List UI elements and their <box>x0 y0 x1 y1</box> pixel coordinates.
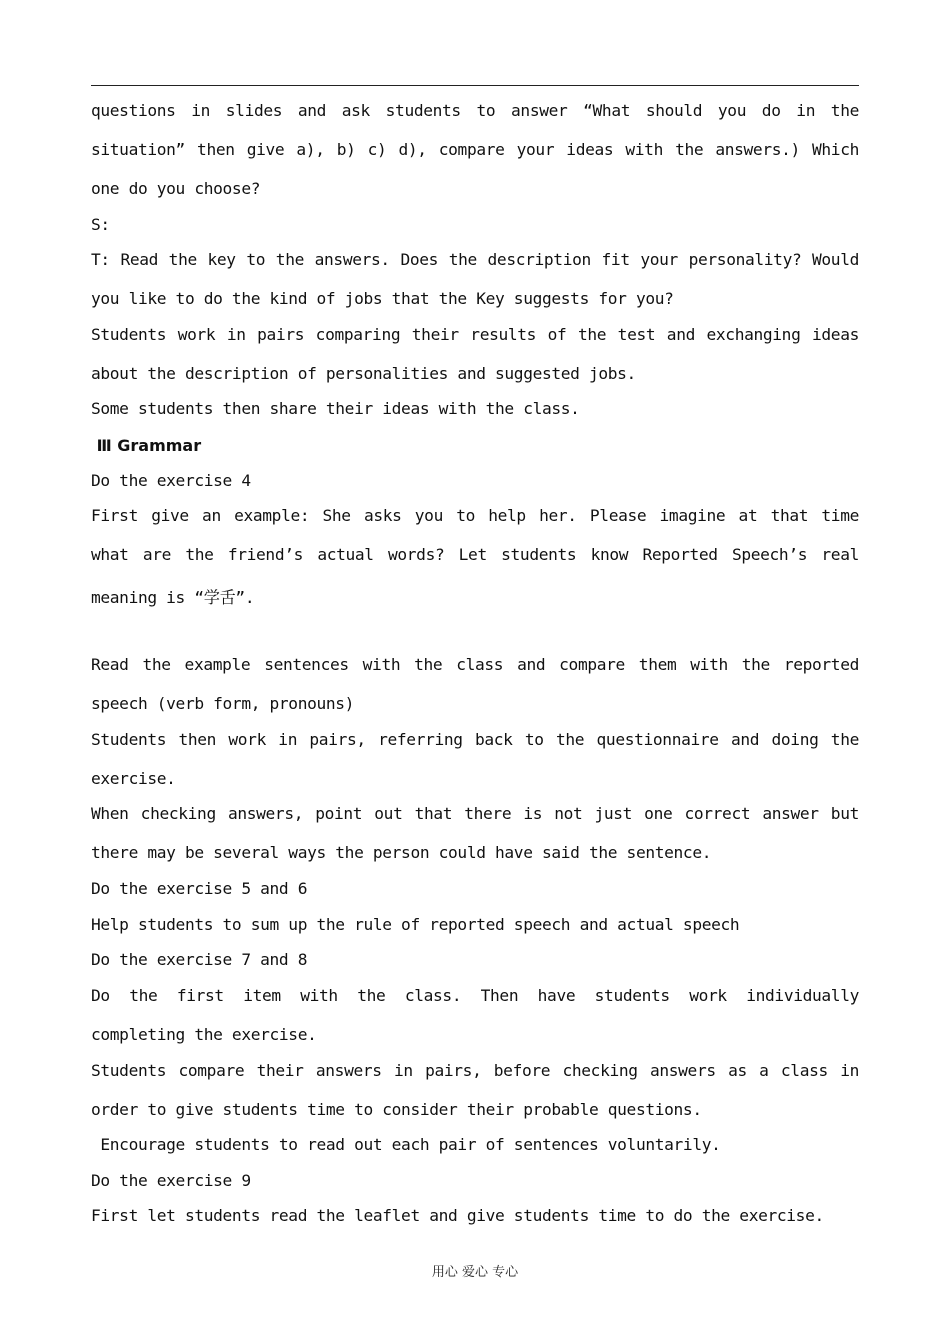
text-line: questions in slides and ask students to answer “What should you do in the <box>91 101 859 120</box>
text-line: T: Read the key to the answers. Does the description fit your personality? Would <box>91 250 859 269</box>
text-line: Read the example sentences with the class and compare them with the reported <box>91 655 859 674</box>
text-line: Do the exercise 5 and 6 <box>91 879 308 898</box>
text-line: S: <box>91 215 110 234</box>
text-line: Help students to sum up the rule of reported speech and actual speech <box>91 915 740 934</box>
text-line: about the description of personalities and suggested jobs. <box>91 364 636 383</box>
text-line: completing the exercise. <box>91 1025 317 1044</box>
text-line: situation” then give a), b) c) d), compare your ideas with the answers.) Which <box>91 140 859 159</box>
text-line: First give an example: She asks you to help her. Please imagine at that time <box>91 506 859 525</box>
text-line: Students compare their answers in pairs, before checking answers as a class in <box>91 1061 859 1080</box>
text-line: Students work in pairs comparing their results of the test and exchanging ideas <box>91 325 859 344</box>
header-rule <box>91 85 859 86</box>
text-line: Do the first item with the class. Then have students work individually <box>91 986 859 1005</box>
text-line: one do you choose? <box>91 179 261 198</box>
text-line: speech (verb form, pronouns) <box>91 694 355 713</box>
text-line: there may be several ways the person could have said the sentence. <box>91 843 712 862</box>
text-line: Some students then share their ideas with the class. <box>91 399 580 418</box>
text-line: When checking answers, point out that there is not just one correct answer but <box>91 804 859 823</box>
text-line: Do the exercise 4 <box>91 471 251 490</box>
text-line: order to give students time to consider their probable questions. <box>91 1100 702 1119</box>
page-footer: 用心 爱心 专心 <box>431 1265 519 1280</box>
text-line: First let students read the leaflet and give students time to do the exercise. <box>91 1206 824 1225</box>
text-line: Do the exercise 9 <box>91 1171 251 1190</box>
text-line: meaning is “学舌”. <box>91 588 255 607</box>
section-heading-grammar: Ⅲ Grammar <box>91 436 202 455</box>
text-line: what are the friend’s actual words? Let students know Reported Speech’s real <box>91 545 859 564</box>
text-line: Encourage students to read out each pair of sentences voluntarily. <box>91 1135 721 1154</box>
text-line: Do the exercise 7 and 8 <box>91 950 308 969</box>
text-line: Students then work in pairs, referring back to the questionnaire and doing the <box>91 730 859 749</box>
text-line: exercise. <box>91 769 176 788</box>
text-line: you like to do the kind of jobs that the Key suggests for you? <box>91 289 674 308</box>
